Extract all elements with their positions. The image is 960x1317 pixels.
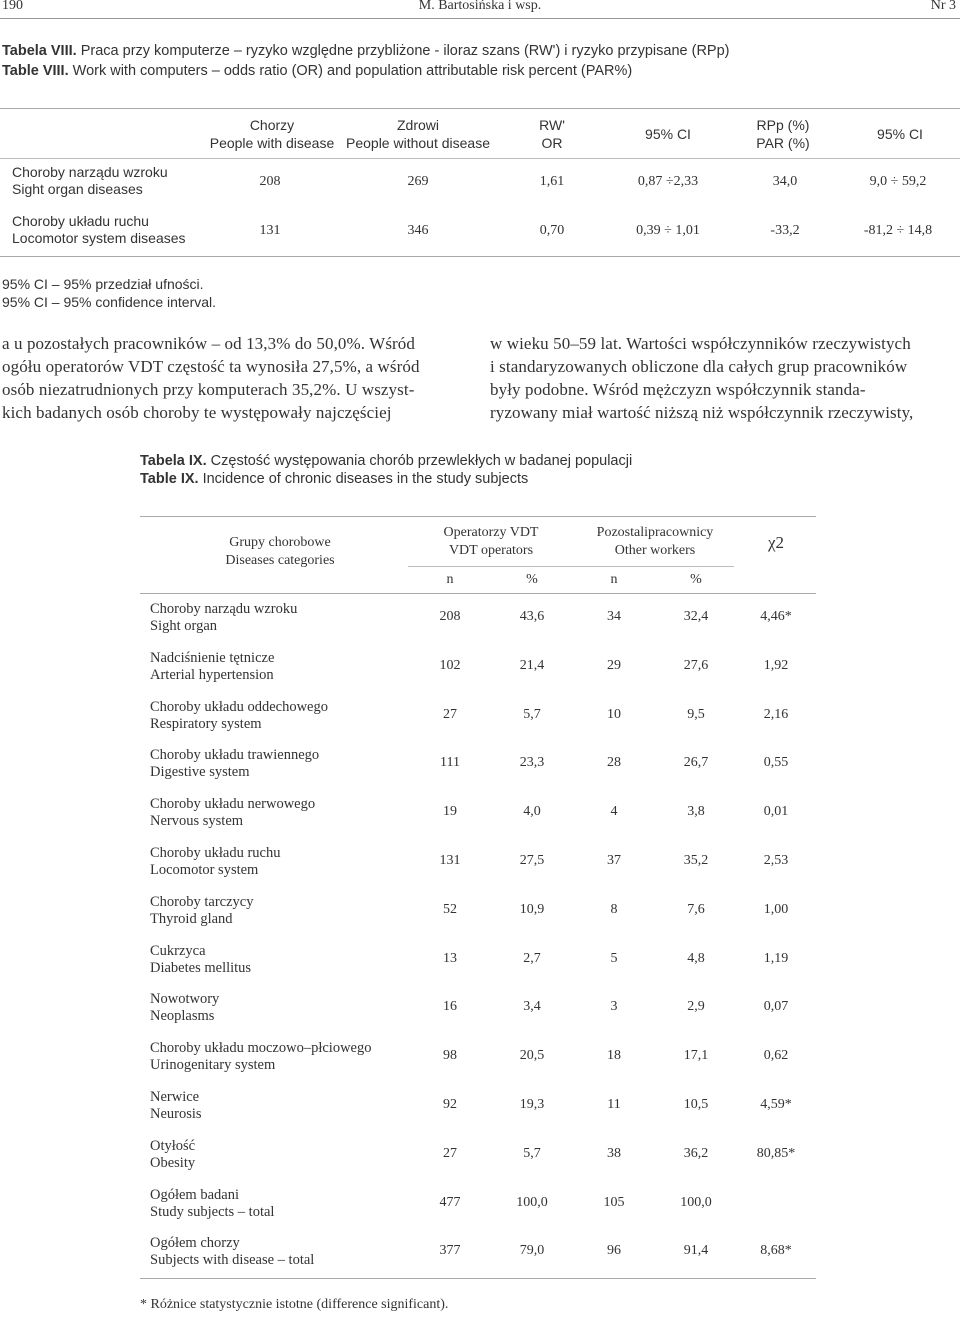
table9-cell: 100,0 [516, 1194, 548, 1210]
table9-cell: 377 [439, 1243, 461, 1259]
table8-cell: -33,2 [770, 223, 800, 238]
table8-header-patients: Chorzy People with disease [209, 117, 335, 151]
table9-cell: 19 [443, 804, 457, 820]
table9-cell: 27 [443, 706, 457, 722]
issue-number: Nr 3 [930, 0, 956, 13]
running-head: M. Bartosińska i wsp. [418, 0, 542, 13]
row-label-pl: Choroby układu trawiennego [150, 747, 320, 764]
table9-cell: 27,6 [683, 657, 709, 673]
table9-header-rule [140, 593, 816, 594]
table9-cell: 32,4 [683, 609, 709, 624]
table8-row-label: Choroby narządu wzroku Sight organ diseases [12, 164, 168, 197]
table8-caption-pl [2, 42, 730, 60]
table9-cell: 208 [439, 609, 461, 624]
table9-subheader: n [610, 572, 618, 587]
table9-subheader: n [446, 572, 454, 587]
table8-cell: 1,61 [539, 174, 565, 189]
table9-title-en: Incidence of chronic diseases in the study subjects [202, 471, 529, 487]
table8-cell: -81,2 ÷ 14,8 [863, 223, 933, 238]
table9-caption-en [140, 470, 528, 488]
table9-cell: 4,59* [760, 1097, 792, 1112]
table9-top-rule [140, 516, 816, 517]
header-rule [0, 18, 960, 19]
table8-top-rule [0, 108, 960, 109]
table9-cell: 98 [443, 1048, 457, 1064]
table9-cell: 27,5 [519, 853, 545, 868]
row-label-pl: Choroby układu moczowo–płciowego [150, 1040, 372, 1057]
text-line: w wieku 50–59 lat. Wartości współczynników rzeczywistych [490, 334, 911, 353]
table9-header-other: Pozostalipracownicy Other workers [596, 525, 714, 558]
page-header [0, 0, 960, 16]
table9-cell: 28 [607, 755, 621, 771]
table8-header-par: RPp (%) PAR (%) [756, 117, 810, 151]
table9-cell: 18 [607, 1048, 621, 1064]
row-label-en: Urinogenitary system [150, 1057, 276, 1074]
table9-row-label [150, 1138, 195, 1172]
page-number: 190 [2, 0, 23, 13]
row-label-pl: Choroby tarczycy [150, 893, 254, 910]
row-label-en: Respiratory system [150, 715, 262, 732]
table9-cell: 0,62 [763, 1048, 789, 1064]
table9-caption-pl [140, 452, 632, 470]
row-label-pl: Ogółem badani [150, 1186, 239, 1203]
table9-row-label [150, 747, 319, 781]
table9-cell: 2,9 [687, 999, 705, 1015]
table9-cell: 96 [607, 1243, 621, 1259]
table9-cell: 5 [610, 950, 618, 966]
table9-cell: 91,4 [683, 1243, 709, 1259]
table9-cell: 131 [439, 853, 461, 868]
table9-cell: 477 [439, 1194, 461, 1210]
table8-row-label: Choroby układu ruchu Locomotor system diseases [12, 213, 186, 246]
row-label-en: Sight organ [150, 618, 217, 634]
table9-row-label [150, 601, 297, 635]
table8-bottom-rule [0, 256, 960, 257]
table9-cell: 92 [443, 1097, 457, 1112]
row-label-pl: Cukrzyca [150, 942, 206, 959]
table9-row-label [150, 894, 253, 928]
table8-cell: 208 [259, 174, 281, 189]
table8-header-ci2: 95% CI [877, 126, 923, 142]
row-label-en: Nervous system [150, 813, 244, 830]
table8-caption-en [2, 62, 632, 80]
table9-title-pl: Częstość występowania chorób przewlekłych w badanej populacji [210, 453, 633, 469]
table9-cell: 5,7 [523, 1145, 541, 1161]
table9-cell: 102 [439, 657, 461, 673]
row-label-pl: Choroby układu ruchu [150, 845, 281, 861]
table8 [0, 108, 960, 258]
text-line: ogółu operatorów VDT częstość ta wynosiła 27,5%, a wśród [2, 357, 420, 376]
row-label-en: Neurosis [150, 1106, 202, 1122]
table8-header-healthy: Zdrowi People without disease [346, 117, 490, 151]
table8-footnote-en: 95% CI – 95% confidence interval. [2, 294, 217, 310]
table9-cell: 17,1 [683, 1048, 709, 1064]
table9-cell: 52 [443, 901, 457, 917]
table8-cell: 131 [259, 223, 281, 238]
row-label-pl: Nerwice [150, 1089, 200, 1105]
table9-label-pl: Tabela IX. [140, 453, 207, 469]
table9-cell: 8 [610, 901, 618, 917]
row-label-en: Obesity [150, 1154, 196, 1171]
table8-cell: 0,87 ÷2,33 [637, 174, 699, 189]
row-label-en: Digestive system [150, 764, 250, 781]
body-right-column [490, 332, 956, 424]
table9-cell: 27 [443, 1145, 457, 1161]
row-label-en: Study subjects – total [150, 1203, 275, 1220]
table9-cell: 0,07 [763, 999, 789, 1015]
table9-cell: 0,55 [763, 755, 789, 771]
table9-cell: 1,00 [763, 901, 789, 917]
text-line: a u pozostałych pracowników – od 13,3% do 50,0%. Wśród [2, 334, 416, 353]
table9-row-label [150, 699, 328, 733]
table9-cell: 80,85* [756, 1145, 796, 1161]
table9-cell: 26,7 [683, 755, 709, 771]
table8-title-en: Work with computers – odds ratio (OR) and population attributable risk percent (PAR%) [72, 63, 633, 79]
table9-cell: 8,68* [760, 1243, 792, 1259]
table9-cell: 4 [610, 804, 618, 820]
row-label-en: Thyroid gland [150, 910, 233, 927]
row-label-pl: Ogółem chorzy [150, 1235, 240, 1252]
row-label-en: Arterial hypertension [150, 666, 274, 683]
table9-header-groups: Grupy chorobowe Diseases categories [225, 535, 335, 568]
table9-cell: 20,5 [519, 1048, 545, 1064]
row-label-en: Locomotor system [150, 862, 259, 878]
table9-cell: 3 [610, 999, 618, 1015]
text-line: ryzowany miał wartość niższą niż współczynnik rzeczywisty, [490, 403, 914, 422]
table9-cell: 111 [440, 755, 460, 771]
text-line: były podobne. Wśród mężczyzn współczynnik standa- [490, 380, 866, 399]
table9-row-label [150, 1040, 372, 1074]
table9-footnote: * Różnice statystycznie istotne (difference significant). [140, 1297, 449, 1312]
table9-row-label [150, 943, 251, 977]
row-label-pl: Choroby układu nerwowego [150, 796, 316, 813]
table9-cell: 4,46* [760, 609, 792, 624]
table9-cell: 105 [603, 1194, 625, 1210]
table8-cell: 0,70 [539, 223, 565, 238]
table9 [140, 516, 820, 1281]
table9-cell: 23,3 [519, 755, 545, 771]
table9-cell: 37 [607, 853, 621, 868]
table9-cell: 0,01 [763, 804, 789, 820]
table9-cell: 4,8 [687, 950, 705, 966]
table9-row-label [150, 845, 280, 879]
table9-row-label [150, 991, 219, 1025]
table9-cell: 43,6 [519, 609, 545, 624]
table8-cell: 34,0 [772, 174, 798, 189]
table9-cell: 3,4 [523, 999, 541, 1015]
table9-subheader: % [690, 572, 702, 587]
table9-label-en: Table IX. [140, 471, 199, 487]
table9-cell: 10,5 [683, 1097, 709, 1112]
table9-cell: 36,2 [683, 1145, 709, 1161]
row-label-pl: Choroby układu oddechowego [150, 698, 328, 715]
table9-cell: 79,0 [519, 1243, 545, 1259]
table9-cell: 34 [607, 609, 621, 624]
table9-cell: 2,7 [523, 950, 541, 966]
table8-cell: 0,39 ÷ 1,01 [636, 223, 700, 238]
table8-title-pl: Praca przy komputerze – ryzyko względne przybliżone - iloraz szans (RW') i ryzyko przypisane (RPp) [80, 43, 730, 59]
table9-subheader-rule [408, 566, 734, 567]
table9-header-vdt: Operatorzy VDT VDT operators [443, 525, 539, 558]
table8-label-pl: Tabela VIII. [2, 43, 77, 59]
table9-row-label [150, 1089, 202, 1123]
table9-cell: 19,3 [519, 1097, 545, 1112]
table9-cell: 10 [607, 706, 621, 722]
row-label-pl: Nowotwory [150, 991, 220, 1008]
text-line: osób niezatrudnionych przy komputerach 35,2%. U wszyst- [2, 380, 415, 399]
table9-bottom-rule [140, 1278, 816, 1279]
body-left-column [2, 332, 468, 424]
table9-subheader: % [526, 572, 538, 587]
table9-row-label [150, 796, 315, 830]
table9-cell: 35,2 [683, 853, 709, 868]
row-label-pl: Otyłość [150, 1137, 196, 1154]
table8-footnote-pl: 95% CI – 95% przedział ufności. [2, 276, 204, 292]
table8-header-ci1: 95% CI [645, 126, 691, 142]
table9-cell: 5,7 [523, 706, 541, 722]
table9-cell: 38 [607, 1145, 621, 1161]
table9-cell: 7,6 [687, 901, 705, 917]
row-label-pl: Nadciśnienie tętnicze [150, 649, 275, 666]
row-label-en: Diabetes mellitus [150, 959, 252, 976]
table8-cell: 346 [407, 223, 429, 238]
table9-cell: 13 [443, 950, 457, 966]
table9-cell: 2,16 [763, 706, 789, 722]
table8-label-en: Table VIII. [2, 63, 69, 79]
table9-cell: 9,5 [687, 706, 705, 722]
table9-cell: 3,8 [687, 804, 705, 820]
table9-cell: 1,92 [763, 657, 789, 673]
table9-row-label [150, 650, 274, 684]
text-line: kich badanych osób choroby te występowały najczęściej [2, 403, 392, 422]
table9-cell: 10,9 [519, 901, 545, 917]
table8-cell: 9,0 ÷ 59,2 [869, 174, 927, 189]
row-label-en: Subjects with disease – total [150, 1252, 315, 1269]
table9-cell: 100,0 [680, 1194, 712, 1210]
table9-cell: 1,19 [763, 950, 789, 966]
table9-cell: 16 [443, 999, 457, 1015]
table8-header-rule [0, 158, 960, 159]
row-label-pl: Choroby narządu wzroku [150, 601, 298, 617]
table9-cell: 21,4 [519, 657, 545, 673]
text-line: i standaryzowanych obliczone dla całych grup pracowników [490, 357, 908, 376]
table8-cell: 269 [407, 174, 429, 189]
row-label-en: Neoplasms [150, 1008, 215, 1025]
table9-cell: 29 [607, 657, 621, 673]
table9-cell: 2,53 [763, 853, 789, 868]
table9-header-chi: χ2 [767, 533, 785, 552]
table9-row-label [150, 1235, 314, 1269]
table9-row-label [150, 1187, 274, 1221]
table8-header-or: RW' OR [539, 117, 565, 151]
table9-cell: 11 [607, 1097, 621, 1112]
table9-cell: 4,0 [523, 804, 541, 820]
